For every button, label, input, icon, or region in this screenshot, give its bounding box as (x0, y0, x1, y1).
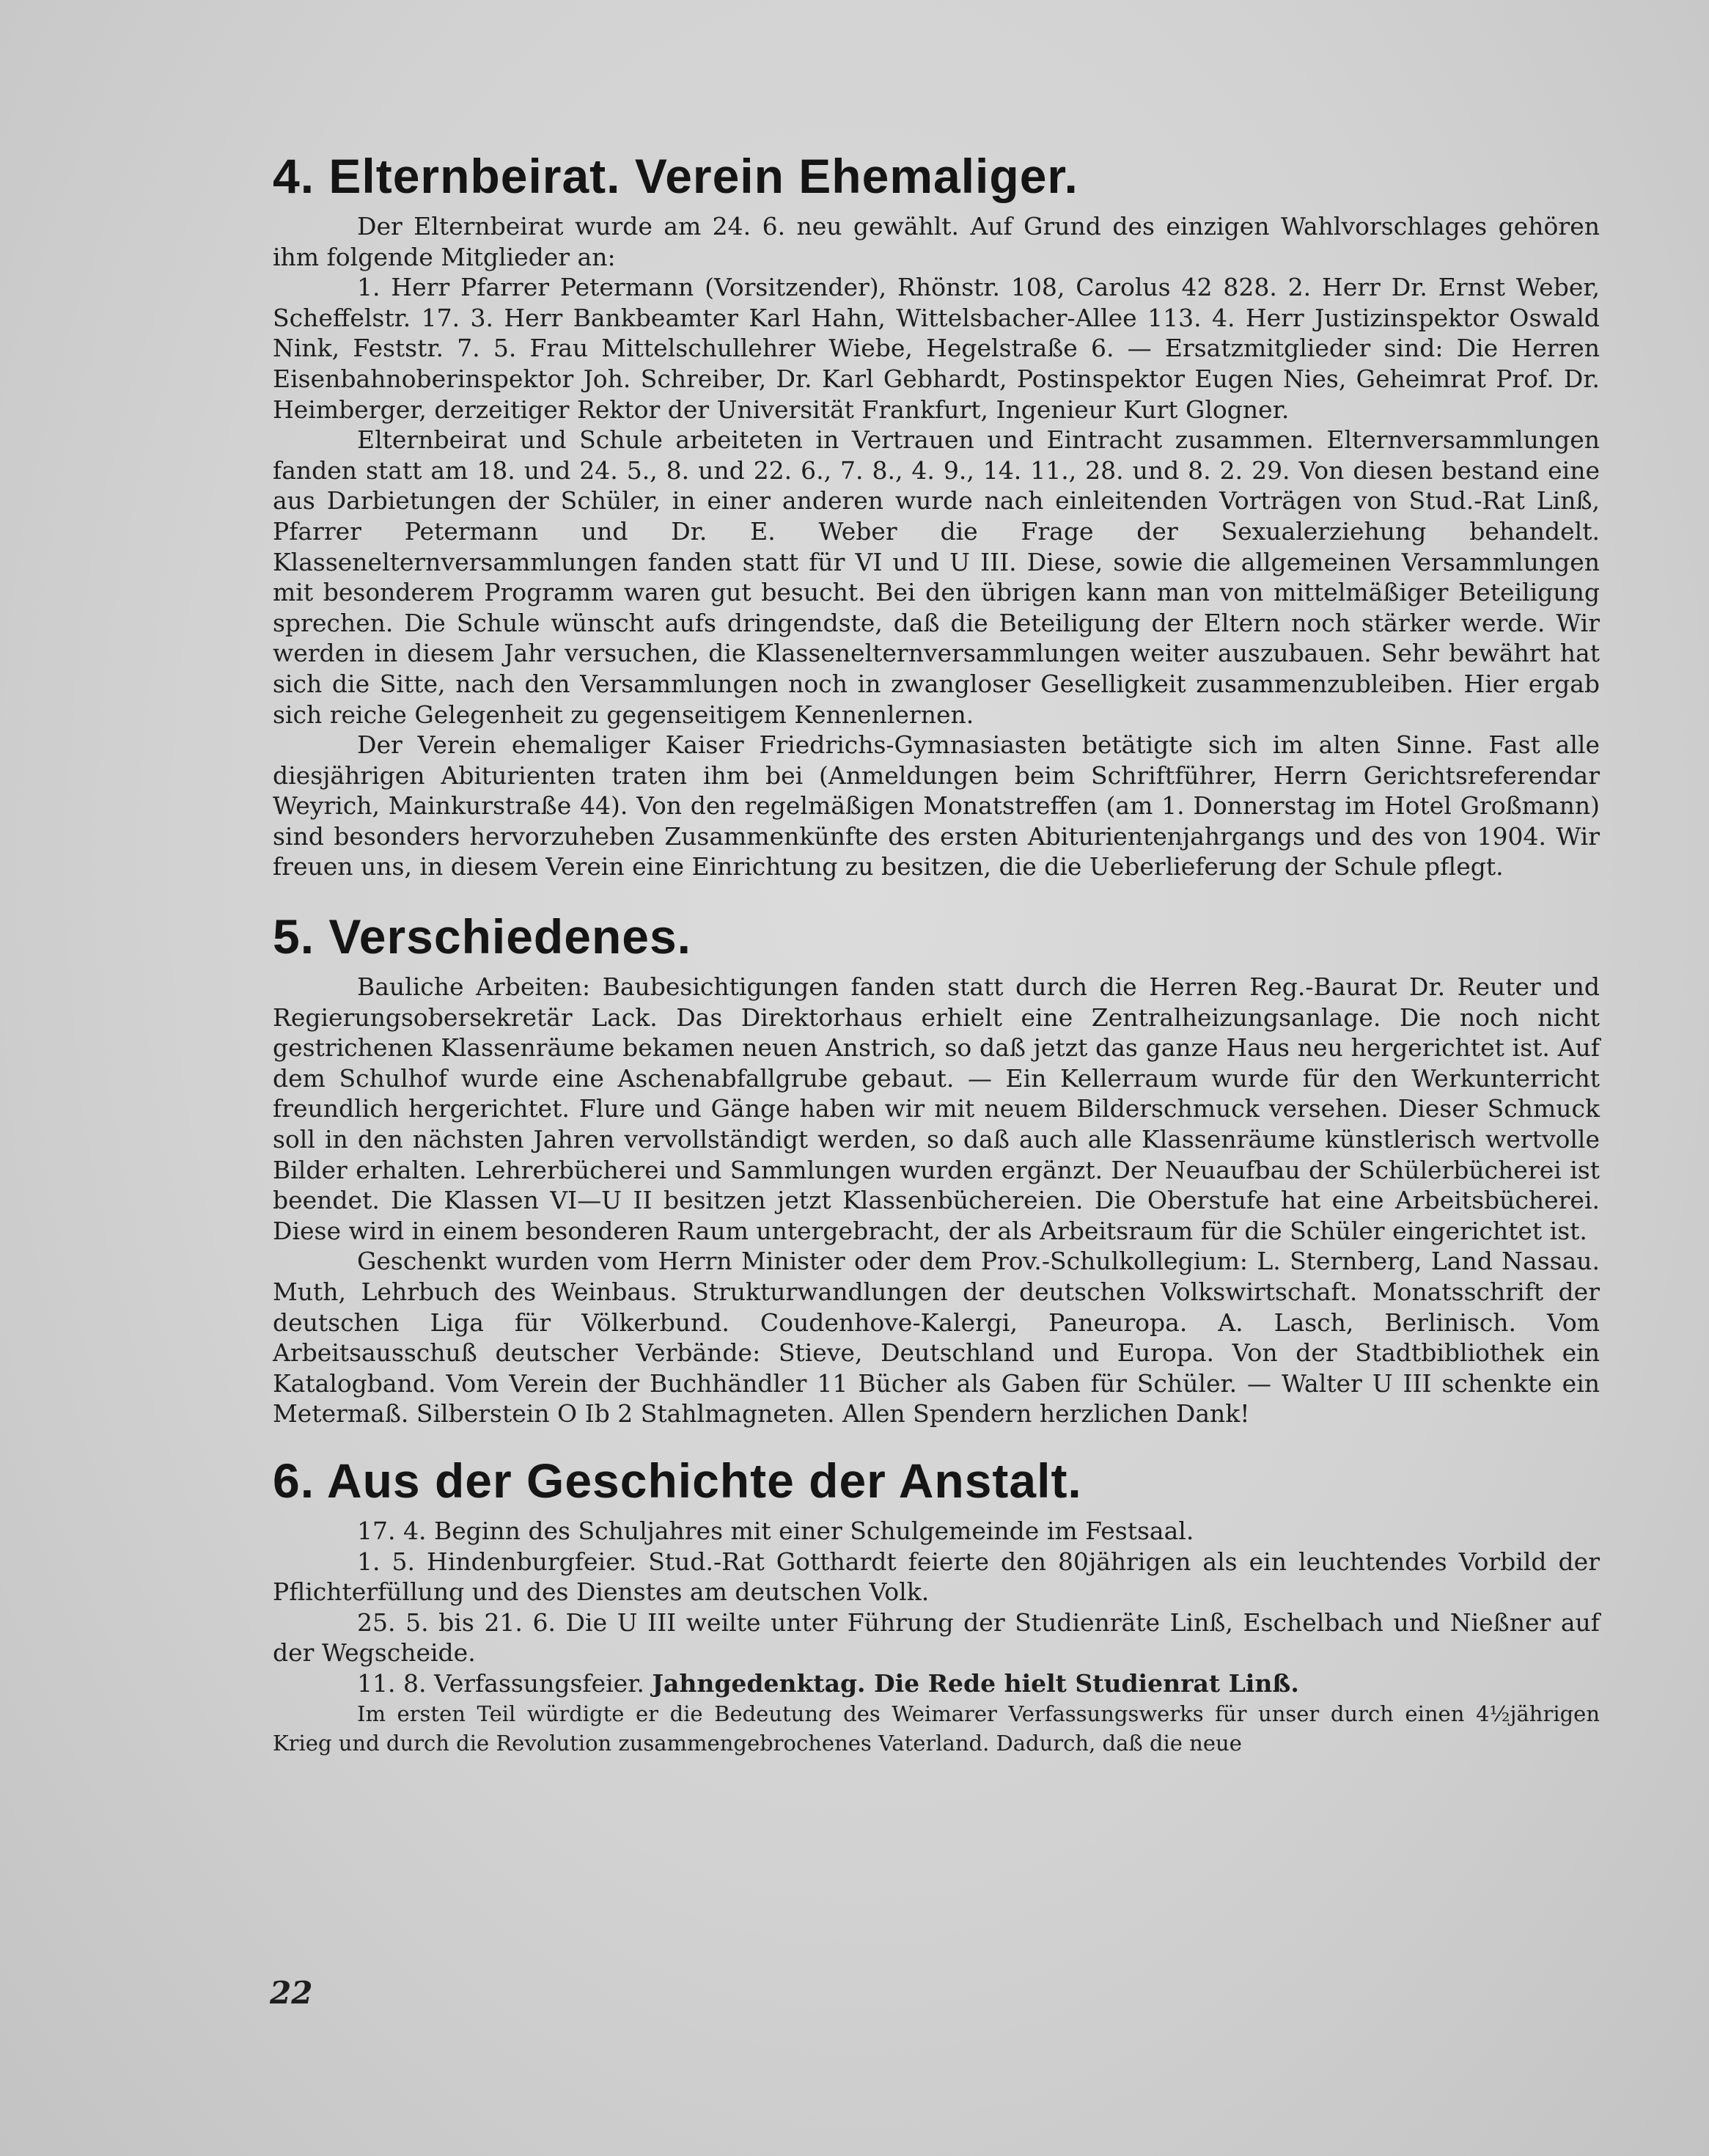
paragraph: Geschenkt wurden vom Herrn Minister oder dem Prov.-Schulkollegium: L. Sternberg, Land Nassau. Muth, Lehrbuch des Weinbaus. Strukturwandlungen der deutschen Volkswirtschaft. Monatsschrift der deutschen Liga für Völkerbund. Coudenhove-Kalergi, Paneuropa. A. Lasch, Berlinisch. Vom Arbeitsausschuß deutscher Verbände: Stieve, Deutschland und Europa. Von der Stadtbibliothek ein Katalogband. Vom Verein der Buchhändler 11 Bücher als Gaben für Schüler. — Walter U III schenkte ein Metermaß. Silberstein O Ib 2 Stahlmagneten. Allen Spendern herzlichen Dank! (273, 1247, 1600, 1429)
paragraph-verfassungsfeier (273, 1668, 1600, 1699)
paragraph: Elternbeirat und Schule arbeiteten in Vertrauen und Eintracht zusammen. Elternversammlungen fanden statt am 18. und 24. 5., 8. und 22. 6., 7. 8., 4. 9., 14. 11., 28. und 8. 2. 29. Von diesen bestand eine aus Darbietungen der Schüler, in einer anderen wurde nach einleitenden Vorträgen von Stud.-Rat Linß, Pfarrer Petermann und Dr. E. Weber die Frage der Sexualerziehung behandelt. Klassenelternversammlungen fanden statt für VI und U III. Diese, sowie die allgemeinen Versammlungen mit besonderem Programm waren gut besucht. Bei den übrigen kann man von mittelmäßiger Beteiligung sprechen. Die Schule wünscht aufs dringendste, daß die Beteiligung der Eltern noch stärker werde. Wir werden in diesem Jahr versuchen, die Klassenelternversammlungen weiter auszubauen. Sehr bewährt hat sich die Sitte, nach den Versammlungen noch in zwangloser Geselligkeit zusammenzubleiben. Hier ergab sich reiche Gelegenheit zu gegenseitigem Kennenlernen. (273, 425, 1600, 729)
paragraph: 1. 5. Hindenburgfeier. Stud.-Rat Gotthardt feierte den 80jährigen als ein leuchtendes Vorbild der Pflichterfüllung und des Dienstes am deutschen Volk. (273, 1547, 1600, 1607)
paragraph-small: Im ersten Teil würdigte er die Bedeutung des Weimarer Verfassungswerks für unser durch einen 4½jährigen Krieg und durch die Revolution zusammengebrochenes Vaterland. Dadurch, daß die neue (273, 1701, 1600, 1756)
page-number: 22 (270, 1975, 313, 2011)
paragraph: Der Verein ehemaliger Kaiser Friedrichs-Gymnasiasten betätigte sich im alten Sinne. Fast alle diesjährigen Abiturienten traten ihm bei (Anmeldungen beim Schriftführer, Herrn Gerichtsreferendar Weyrich, Mainkurstraße 44). Von den regelmäßigen Monatstreffen (am 1. Donnerstag im Hotel Großmann) sind besonders hervorzuheben Zusammenkünfte des ersten Abiturientenjahrgangs und des von 1904. Wir freuen uns, in diesem Verein eine Einrichtung zu besitzen, die die Ueberlieferung der Schule pflegt. (273, 730, 1600, 881)
entry-date: 11. 8. Verfassungsfeier. (357, 1668, 644, 1698)
paragraph: 1. Herr Pfarrer Petermann (Vorsitzender), Rhönstr. 108, Carolus 42 828. 2. Herr Dr. Ernst Weber, Scheffelstr. 17. 3. Herr Bankbeamter Karl Hahn, Wittelsbacher-Allee 113. 4. Herr Justizinspektor Oswald Nink, Feststr. 7. 5. Frau Mittelschullehrer Wiebe, Hegelstraße 6. — Ersatzmitglieder sind: Die Herren Eisenbahnoberinspektor Joh. Schreiber, Dr. Karl Gebhardt, Postinspektor Eugen Nies, Geheimrat Prof. Dr. Heimberger, derzeitiger Rektor der Universität Frankfurt, Ingenieur Kurt Glogner. (273, 273, 1600, 424)
section-heading-elternbeirat: 4. Elternbeirat. Verein Ehemaliger. (273, 149, 1078, 203)
paragraph: Bauliche Arbeiten: Baubesichtigungen fanden statt durch die Herren Reg.-Baurat Dr. Reuter und Regierungsobersekretär Lack. Das Direktorhaus erhielt eine Zentralheizungsanlage. Die noch nicht gestrichenen Klassenräume bekamen neuen Anstrich, so daß jetzt das ganze Haus neu hergerichtet ist. Auf dem Schulhof wurde eine Aschenabfallgrube gebaut. — Ein Kellerraum wurde für den Werkunterricht freundlich hergerichtet. Flure und Gänge haben wir mit neuem Bilderschmuck versehen. Dieser Schmuck soll in den nächsten Jahren vervollständigt werden, so daß auch alle Klassenräume künstlerisch wertvolle Bilder erhalten. Lehrerbücherei und Sammlungen wurden ergänzt. Der Neuaufbau der Schülerbücherei ist beendet. Die Klassen VI—U II besitzen jetzt Klassenbüchereien. Die Oberstufe hat eine Arbeitsbücherei. Diese wird in einem besonderen Raum untergebracht, der als Arbeitsraum für die Schüler eingerichtet ist. (273, 972, 1600, 1245)
section-heading-geschichte: 6. Aus der Geschichte der Anstalt. (273, 1453, 1082, 1508)
paragraph: 25. 5. bis 21. 6. Die U III weilte unter Führung der Studienräte Linß, Eschelbach und Nießner auf der Wegscheide. (273, 1607, 1600, 1668)
paragraph: 17. 4. Beginn des Schuljahres mit einer Schulgemeinde im Festsaal. (357, 1516, 1194, 1545)
entry-title: Jahngedenktag. Die Rede hielt Studienrat Linß. (652, 1668, 1299, 1698)
paragraph: Der Elternbeirat wurde am 24. 6. neu gewählt. Auf Grund des einzigen Wahlvorschlages gehören ihm folgende Mitglieder an: (273, 212, 1600, 271)
section-heading-verschiedenes: 5. Verschiedenes. (273, 909, 692, 964)
page-body (273, 147, 1600, 1758)
